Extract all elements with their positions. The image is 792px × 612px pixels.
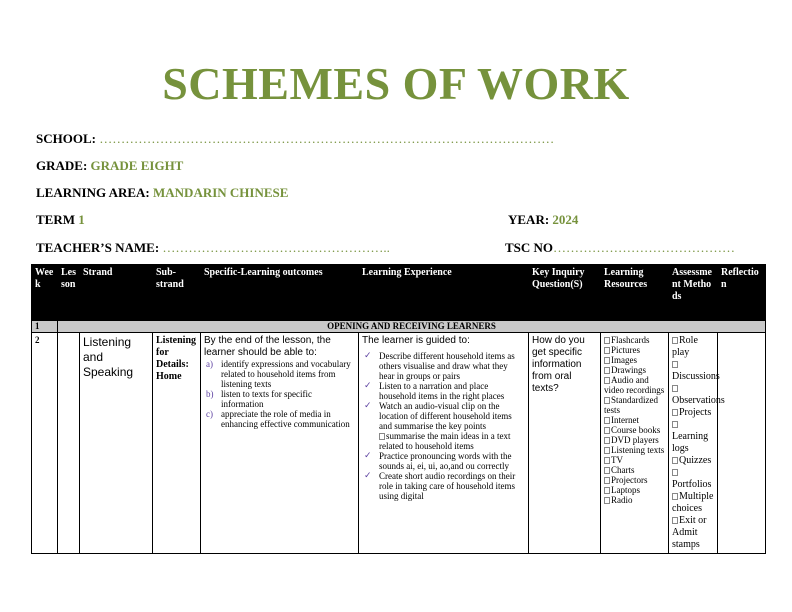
resource-item: Internet — [604, 415, 665, 425]
outcome-item: b) listen to texts for specific information — [206, 389, 312, 409]
checkbox-icon — [672, 409, 678, 416]
term-value: 1 — [78, 212, 85, 227]
week2-experience — [359, 333, 529, 554]
resource-item: TV — [604, 455, 665, 465]
table-row-week-2 — [32, 333, 766, 554]
tsc-no-value: …………………………………… — [553, 240, 736, 255]
grade-value: GRADE EIGHT — [90, 158, 184, 173]
checkbox-icon — [604, 357, 610, 364]
resource-item: Drawings — [604, 365, 665, 375]
term-label: TERM — [36, 212, 75, 227]
checkbox-icon — [672, 457, 678, 464]
week2-strand — [80, 333, 153, 554]
header-lesson: Lesson — [58, 265, 80, 321]
grade-field — [36, 158, 183, 174]
header-experience: Learning Experience — [359, 265, 529, 321]
year-field — [508, 212, 578, 228]
week1-text: OPENING AND RECEIVING LEARNERS — [58, 321, 766, 333]
header-strand: Strand — [80, 265, 153, 321]
resources-list — [604, 335, 665, 505]
checkbox-icon — [604, 487, 610, 494]
experience-item: ✓ Listen to a narration and place household items in the right places — [364, 381, 505, 401]
header-resources: Learning Resources — [601, 265, 669, 321]
resource-item: Laptops — [604, 485, 665, 495]
checkbox-icon — [672, 337, 678, 344]
header-outcomes: Specific-Learning outcomes — [201, 265, 359, 321]
resource-item: Charts — [604, 465, 665, 475]
checkbox-icon — [604, 437, 610, 444]
school-field — [36, 131, 554, 147]
checkbox-icon — [604, 427, 610, 434]
experience-list — [362, 351, 525, 501]
resource-item: Standardized tests — [604, 395, 658, 415]
teacher-name-label: TEACHER’S NAME: — [36, 240, 160, 255]
checkbox-icon — [604, 397, 610, 404]
header-reflection: Reflection — [718, 265, 766, 321]
experience-item: ✓ Practice pronouncing words with the sounds ai, ei, ui, ao,and ou correctly — [364, 451, 512, 471]
week2-outcomes — [201, 333, 359, 554]
checkbox-icon — [604, 347, 610, 354]
checkbox-icon — [604, 337, 610, 344]
assessment-item: Discussions — [672, 359, 714, 383]
resource-item: Course books — [604, 425, 665, 435]
strand-text: Listening and Speaking — [83, 335, 134, 379]
teacher-name-value: …………………………………………….. — [162, 240, 390, 255]
assessment-item: Observations — [672, 383, 714, 407]
experience-item: ✓ Watch an audio-visual clip on the location of different household items and summarise the key points — [364, 401, 512, 431]
assessment-item: Multiple choices — [672, 491, 714, 514]
assessment-item: Learning logs — [672, 419, 714, 455]
assessment-list — [672, 335, 725, 551]
resource-item: Pictures — [604, 345, 665, 355]
week2-resources — [601, 333, 669, 554]
checkbox-icon — [604, 367, 610, 374]
experience-intro: The learner is guided to: — [362, 335, 470, 346]
resource-item: Images — [604, 355, 665, 365]
school-value: …………………………………………………………………………………………… — [99, 131, 555, 146]
checkbox-icon — [604, 457, 610, 464]
experience-item: summarise the main ideas in a text related to household items — [379, 431, 511, 451]
check-icon: ✓ — [364, 351, 372, 361]
inquiry-text: How do you get specific information from oral texts? — [532, 335, 585, 394]
table-header-row — [32, 265, 766, 321]
resource-item: Projectors — [604, 475, 665, 485]
checkbox-icon — [604, 467, 610, 474]
year-value: 2024 — [552, 212, 579, 227]
tsc-no-label: TSC NO — [505, 240, 554, 255]
week2-reflection — [718, 333, 766, 554]
assessment-item: Projects — [672, 407, 714, 419]
checkbox-icon — [604, 477, 610, 484]
resource-item: Flashcards — [604, 335, 665, 345]
teacher-name-field — [36, 240, 390, 256]
table-row-week-1 — [32, 321, 766, 333]
learning-area-value: MANDARIN CHINESE — [153, 185, 289, 200]
learning-area-field — [36, 185, 288, 201]
checkbox-icon — [604, 447, 610, 454]
resource-item: DVD players — [604, 435, 665, 445]
checkbox-icon — [672, 469, 678, 476]
term-field — [36, 212, 85, 228]
check-icon: ✓ — [364, 451, 372, 461]
header-sub-strand: Sub-strand — [153, 265, 201, 321]
checkbox-icon — [604, 417, 610, 424]
assessment-item: Portfolios — [672, 467, 714, 491]
checkbox-icon — [672, 493, 678, 500]
week2-lesson — [58, 333, 80, 554]
sub-strand-text: Listening for Details: Home — [156, 335, 197, 382]
experience-item: ✓ Create short audio recordings on their role in taking care of household items using digital — [364, 471, 516, 501]
header-assessment: Assessment Methods — [669, 265, 718, 321]
resource-item: Radio — [604, 495, 665, 505]
outcome-item: a) identify expressions and vocabulary related to household items from listening texts — [206, 359, 351, 389]
grade-label: GRADE: — [36, 158, 88, 173]
checkbox-icon — [604, 377, 610, 384]
tsc-no-field — [505, 240, 735, 256]
week1-week: 1 — [32, 321, 58, 333]
checkbox-icon — [604, 497, 610, 504]
check-icon: ✓ — [364, 401, 372, 411]
learning-area-label: LEARNING AREA: — [36, 185, 150, 200]
schemes-table — [31, 264, 766, 554]
resource-item: Audio and video recordings — [604, 375, 665, 395]
checkbox-icon — [672, 421, 678, 428]
week2-inquiry — [529, 333, 601, 554]
checkbox-icon — [672, 385, 678, 392]
check-icon: ✓ — [364, 381, 372, 391]
week2-week: 2 — [32, 333, 58, 554]
assessment-item: Role play — [672, 335, 698, 358]
checkbox-icon — [672, 361, 678, 368]
check-icon: ✓ — [364, 471, 372, 481]
resource-item: Listening texts — [604, 445, 665, 455]
assessment-item: Exit or Admit stamps — [672, 515, 707, 550]
outcomes-intro: By the end of the lesson, the learner should be able to: — [204, 335, 331, 358]
checkbox-icon — [672, 517, 678, 524]
outcome-item: c) appreciate the role of media in enhancing effective communication — [206, 409, 350, 429]
school-label: SCHOOL: — [36, 131, 96, 146]
experience-item: ✓ Describe different household items as others visualise and draw what they hear in groups or pairs — [364, 351, 515, 381]
header-week: Week — [32, 265, 58, 321]
outcomes-list — [204, 359, 355, 429]
week2-assessment — [669, 333, 725, 554]
week2-sub-strand — [153, 333, 201, 554]
assessment-item: Quizzes — [672, 455, 714, 467]
checkbox-icon — [379, 433, 385, 440]
page-title: SCHEMES OF WORK — [162, 58, 630, 109]
year-label: YEAR: — [508, 212, 550, 227]
header-inquiry: Key Inquiry Question(S) — [529, 265, 601, 321]
